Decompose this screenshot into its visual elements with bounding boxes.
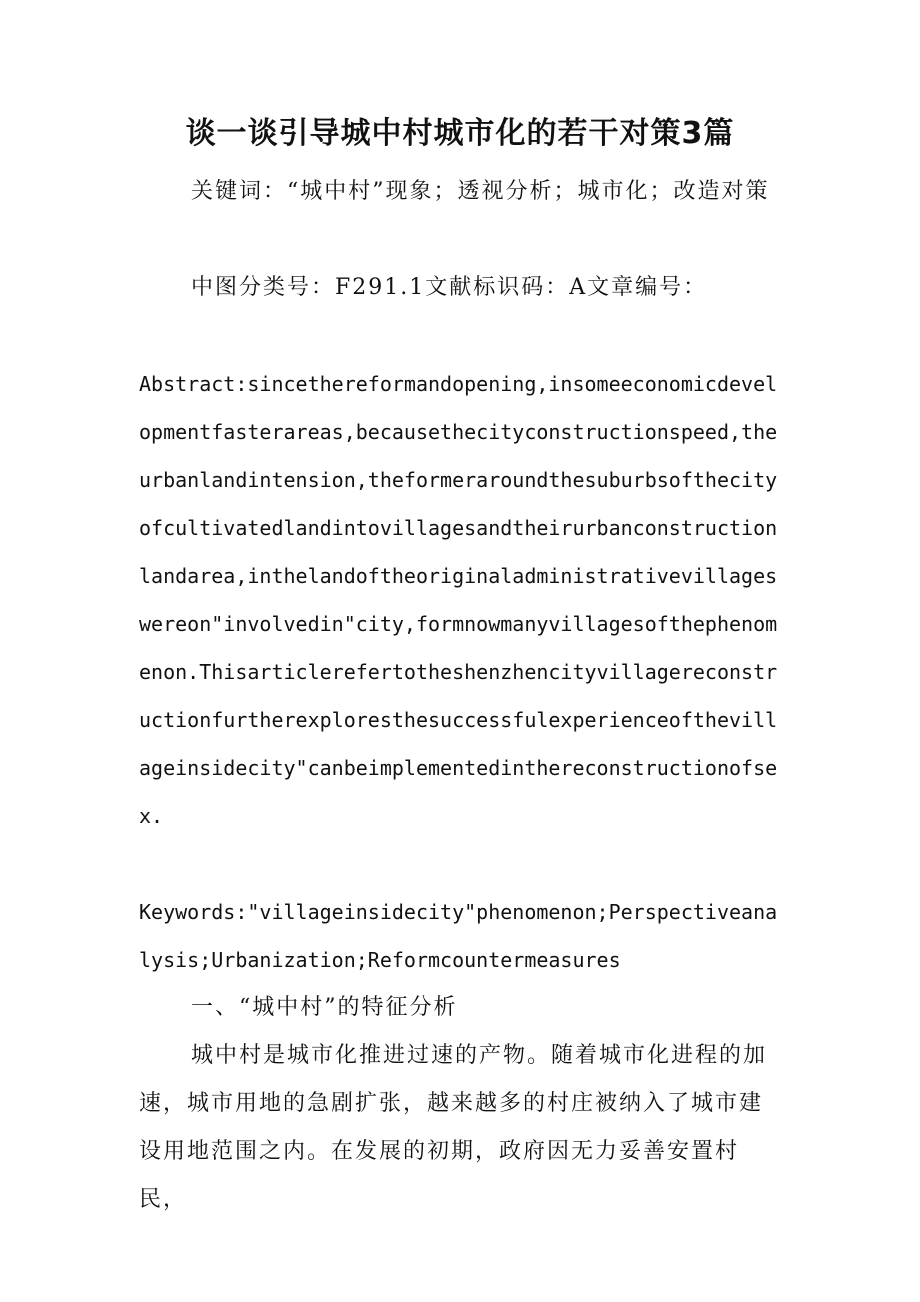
abstract-english: Abstract:sincethereformandopening,insomeeconomicdevelopmentfasterareas,becausethecityconstructionspeed,theurbanlandintension,theformeraroundthesuburbsofthecityofcultivatedlandintovillagesandtheirurbanconstructionlandarea,inthelandoftheoriginaladministrativevillageswereon"involvedin"city,formnowmanyvillagesofthephenomenon.Thisarticlerefertotheshenzhencityvillagereconstructionfurtherexploresthesuccessfulexperienceofthevillageinsidecity"canbeimplementedinthereconstructionofsex. — [139, 372, 778, 828]
body-paragraph: 城中村是城市化推进过速的产物。随着城市化进程的加速，城市用地的急剧扩张，越来越多的村庄被纳入了城市建设用地范围之内。在发展的初期，政府因无力妥善安置村民， — [139, 1043, 768, 1212]
section-heading: 一、“城中村”的特征分析 — [191, 995, 458, 1020]
document-title: 谈一谈引导城中村城市化的若干对策3篇 — [185, 116, 735, 151]
keywords-english: Keywords:"villageinsidecity"phenomenon;Perspectiveanalysis;Urbanization;Reformcountermeasures — [139, 900, 778, 972]
classification-line: 中图分类号：F291.1文献标识码：A文章编号： — [191, 275, 708, 300]
keywords-chinese: 关键词：“城中村”现象；透视分析；城市化；改造对策 — [191, 179, 770, 204]
